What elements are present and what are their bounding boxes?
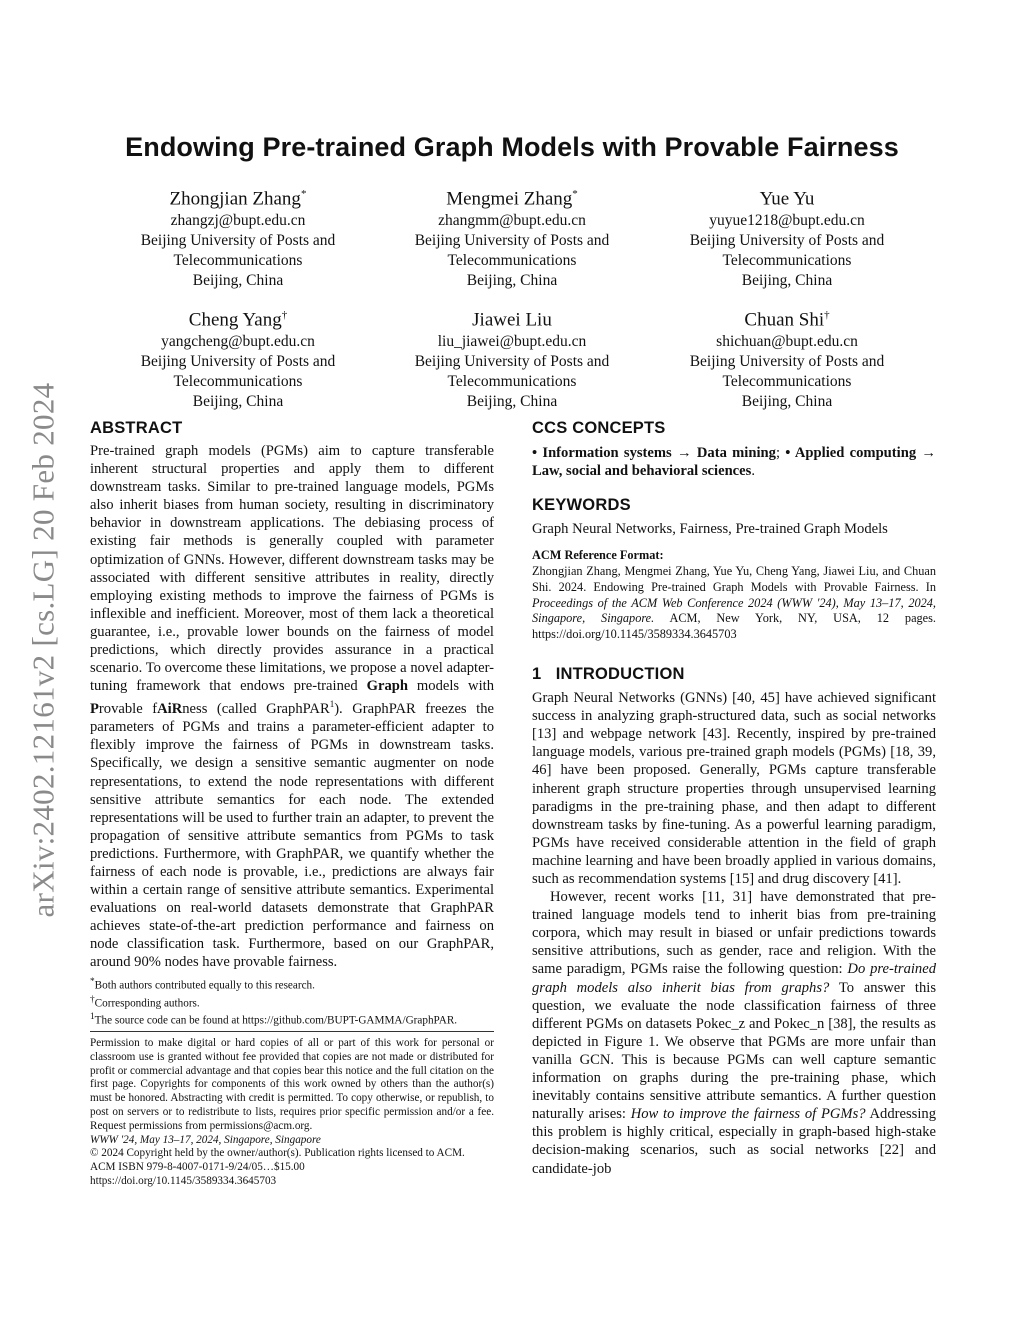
- permission-block: [90, 1031, 494, 1189]
- isbn: ACM ISBN 979-8-4007-0171-9/24/05…$15.00: [90, 1161, 305, 1174]
- author-affiliation: Beijing University of Posts and: [689, 353, 885, 371]
- author-location: Beijing, China: [466, 393, 558, 411]
- author-email: liu_jiawei@bupt.edu.cn: [437, 333, 587, 351]
- acm-reference-text: Zhongjian Zhang, Mengmei Zhang, Yue Yu, Cheng Yang, Jiawei Liu, and Chuan Shi. 2024. Endowing Pre-trained Graph Models with Provable Fairness. In Proceedings of the ACM Web Conference 2024 (WWW '24), May 13–17, 2024, Singapore, Singapore. ACM, New York, NY, USA, 12 pages. https://doi.org/10.1145/3589334.3645703: [532, 564, 936, 642]
- footnote: †Corresponding authors.: [90, 994, 200, 1010]
- author-affiliation: Beijing University of Posts and: [414, 232, 610, 250]
- author-location: Beijing, China: [741, 393, 833, 411]
- footnote: $^1$The source code can be found at https://github.com/BUPT-GAMMA/GraphPAR.: [90, 1012, 458, 1028]
- author-affiliation: Telecommunications: [447, 252, 577, 270]
- author-email: shichuan@bupt.edu.cn: [716, 333, 858, 351]
- abstract-text: Pre-trained graph models (PGMs) aim to capture transferable inherent structural properties and apply them to different downstream tasks. Similar to pre-trained language models, PGMs also inherit biases from human society, resulting in discriminatory behavior in downstream applications. The debiasing process of existing fair methods is generally coupled with parameter optimization of GNNs. However, different downstream tasks may be associated with different sensitive attributes in reality, directly employing existing methods to improve the fairness of PGMs is inflexible and inefficient. Moreover, most of them lack a theoretical guarantee, i.e., provable lower bounds on the fairness of model predictions, which directly provides assurance in a practical scenario. To overcome these limitations, we propose a novel adapter-tuning framework that endows pre-trained Graph models with Provable fAiRness (called GraphPAR$^1$). GraphPAR freezes the parameters of PGMs and trains a parameter-efficient adapter to flexibly improve the fairness of PGMs in downstream tasks. Specifically, we design a sensitive semantic augmenter on node representations, to extend the node representations with different sensitive attribute semantics for each node. The extended representations will be used to further train an adapter, to prevent the propagation of sensitive attribute semantics from PGMs to task predictions. Furthermore, with GraphPAR, we quantify whether the fairness of each node is provable, i.e., predictions are always fair within a certain range of sensitive attribute semantics. Experimental evaluations on real-world datasets demonstrate that GraphPAR achieves state-of-the-art prediction performance and fairness on node classification task. Furthermore, based on our GraphPAR, around 90% nodes have provable fairness.: [90, 443, 494, 971]
- keywords-heading: KEYWORDS: [532, 496, 631, 515]
- venue: WWW '24, May 13–17, 2024, Singapore, Singapore: [90, 1133, 321, 1146]
- author-affiliation: Telecommunications: [722, 373, 852, 391]
- author-affiliation: Telecommunications: [447, 373, 577, 391]
- doi: https://doi.org/10.1145/3589334.3645703: [90, 1174, 277, 1187]
- author-name: Zhongjian Zhang*: [169, 188, 307, 210]
- author-block: [377, 182, 647, 291]
- keywords-text: Graph Neural Networks, Fairness, Pre-trained Graph Models: [532, 521, 888, 538]
- author-affiliation: Beijing University of Posts and: [689, 232, 885, 250]
- author-affiliation: Beijing University of Posts and: [140, 232, 336, 250]
- footnotes: [90, 975, 494, 1028]
- right-column: [532, 419, 936, 1178]
- author-name: Chuan Shi†: [744, 309, 830, 331]
- introduction-heading: 1 INTRODUCTION: [532, 665, 685, 684]
- author-email: yuyue1218@bupt.edu.cn: [709, 212, 865, 230]
- author-block: [652, 303, 922, 412]
- copyright: © 2024 Copyright held by the owner/author(s). Publication rights licensed to ACM.: [90, 1147, 465, 1160]
- author-block: [377, 303, 647, 412]
- author-email: zhangzj@bupt.edu.cn: [170, 212, 306, 230]
- author-name: Jiawei Liu: [472, 309, 552, 331]
- footnote: *Both authors contributed equally to this research.: [90, 977, 315, 992]
- arxiv-stamp: [18, 360, 68, 940]
- author-name: Mengmei Zhang*: [446, 188, 578, 210]
- author-location: Beijing, China: [741, 272, 833, 290]
- intro-paragraph: However, recent works [11, 31] have demonstrated that pre-trained language models tend to inherit bias from pre-training corpora, which may result in biased or unfair predictions towards sensitive attributions, such as gender, race and religion. With the same paradigm, PGMs raise the following question: Do pre-trained graph models also inherit bias from graphs? To answer this question, we evaluate the node classification fairness of three different PGMs on datasets Pokec_z and Pokec_n [38], the results as depicted in Figure 1. We observe that PGMs are more unfair than vanilla GCN. This is because PGMs can well capture semantic information on graphs during the pre-training phase, which inevitably contains sensitive attribute semantics. A further question naturally arises: How to improve the fairness of PGMs? Addressing this problem is highly critical, especially in graph-based high-stake decision-making scenarios, such as social networks [22] and candidate-job: [532, 889, 937, 1177]
- author-block: [103, 303, 373, 412]
- left-column: [90, 419, 494, 972]
- abstract-heading: ABSTRACT: [90, 419, 183, 437]
- author-affiliation: Telecommunications: [722, 252, 852, 270]
- intro-paragraph: Graph Neural Networks (GNNs) [40, 45] have achieved significant success in analyzing graph-structured data, such as social networks [13] and webpage network [43]. Recently, inspired by pre-trained language models, various pre-trained graph models (PGMs) [18, 39, 46] have been proposed. Generally, PGMs capture transferable inherent graph structure properties through unsupervised learning paradigms in the pre-training phase, and then adapt to different downstream tasks by fine-tuning. As a powerful learning paradigm, PGMs have received considerable attention in the field of graph machine learning and have been broadly applied in various domains, such as recommendation systems [15] and drug discovery [41].: [532, 690, 936, 887]
- ccs-concepts: • Information systems → Data mining; • Applied computing → Law, social and behavioral sciences.: [532, 445, 937, 480]
- author-affiliation: Beijing University of Posts and: [140, 353, 336, 371]
- author-email: zhangmm@bupt.edu.cn: [438, 212, 586, 230]
- acm-reference-heading: ACM Reference Format:: [532, 548, 664, 563]
- author-affiliation: Telecommunications: [173, 373, 303, 391]
- author-location: Beijing, China: [192, 393, 284, 411]
- permission-text: Permission to make digital or hard copies of all or part of this work for personal or classroom use is granted without fee provided that copies are not made or distributed for profit or commercial advantage and that copies bear this notice and the full citation on the first page. Copyrights for components of this work owned by others than the author(s) must be honored. Abstracting with credit is permitted. To copy otherwise, or republish, to post on servers or to redistribute to lists, requires prior specific permission and/or a fee. Request permissions from permissions@acm.org.: [90, 1037, 494, 1132]
- ccs-heading: CCS CONCEPTS: [532, 419, 666, 437]
- author-location: Beijing, China: [192, 272, 284, 290]
- arxiv-id: arXiv:2402.12161v2 [cs.LG] 20 Feb 2024: [25, 382, 61, 918]
- author-email: yangcheng@bupt.edu.cn: [161, 333, 315, 351]
- paper-title: Endowing Pre-trained Graph Models with Provable Fairness: [125, 132, 899, 162]
- author-affiliation: Telecommunications: [173, 252, 303, 270]
- author-block: [652, 182, 922, 291]
- divider: [90, 1031, 494, 1032]
- author-block: [103, 182, 373, 291]
- author-name: Cheng Yang†: [188, 309, 288, 331]
- author-affiliation: Beijing University of Posts and: [414, 353, 610, 371]
- author-location: Beijing, China: [466, 272, 558, 290]
- author-name: Yue Yu: [759, 188, 815, 210]
